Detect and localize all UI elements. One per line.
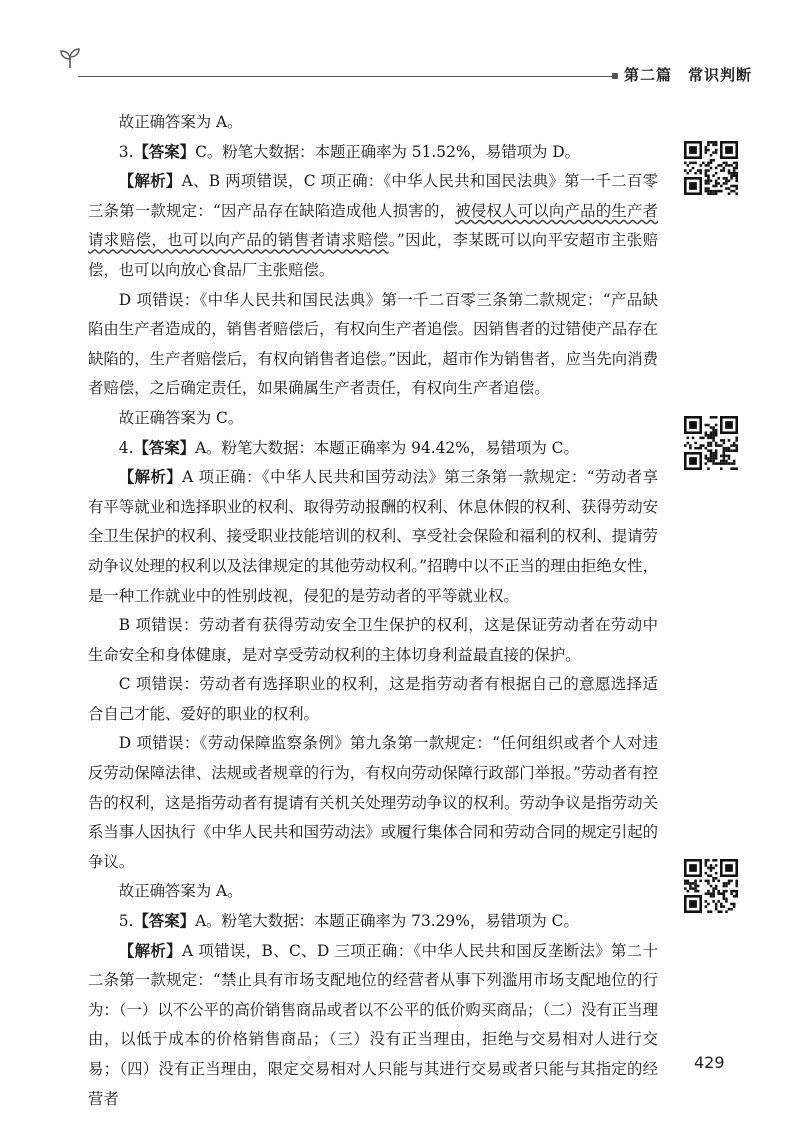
q3-option-d: D 项错误：《中华人民共和国民法典》第一千二百零三条第二款规定：“产品缺陷由生产者造成的，销售者赔偿后，有权向生产者追偿。因销售者的过错使产品存在缺陷的，生产者赔偿后，有权向销售者追偿。”因此，超市作为销售者，应当先向消费者赔偿，之后确定责任，如果确属生产者责任，有权向生产者追偿。 [88, 290, 658, 398]
q3-explanation [88, 167, 658, 285]
q5-explanation-text: A 项错误，B、C、D 三项正确：《中华人民共和国反垄断法》第二十二条第一款规定：“禁止具有市场支配地位的经营者从事下列滥用市场支配地位的行为：（一）以不公平的高价销售商品或者以不公平的低价购买商品；（二）没有正当理由，以低于成本的价格销售商品；（三）没有正当理由，拒绝与交易相对人进行交易；（四）没有正当理由，限定交易相对人只能与其进行交易或者只能与其指定的经营者 [88, 941, 658, 1108]
q5-number: 5. [118, 912, 134, 931]
q4-answer [88, 434, 658, 464]
q4-answer-tag: 【答案】 [133, 438, 196, 457]
q2-answer-line: 故正确答案为 A。 [118, 113, 243, 131]
q3-answer-text: C。粉笔大数据：本题正确率为 51.52%，易错项为 D。 [195, 142, 581, 161]
q3-wavy-underline-text: 被侵权人可以向产品的生产者请求赔偿，也可以向产品的销售者请求赔偿 [88, 201, 658, 250]
page-number: 429 [694, 1053, 725, 1072]
q4-option-d: D 项错误：《劳动保障监察条例》第九条第一款规定：“任何组织或者个人对违反劳动保障法律、法规或者规章的行为，有权向劳动保障行政部门举报。”劳动者有控告的权利，这是指劳动者有提请有关机关处理劳动争议的权利。劳动争议是指劳动关系当事人因执行《中华人民共和国劳动法》或履行集体合同和劳动合同的规定引起的争议。 [88, 734, 658, 871]
q3-answer-line: 故正确答案为 C。 [118, 408, 244, 427]
q5-explanation-tag: 【解析】 [118, 941, 182, 960]
q3-qr-code[interactable] [684, 141, 738, 195]
q5-answer [88, 907, 658, 937]
q3-explanation-text-b: 。”因此，李某既可以向平安超市主张赔偿，也可以向放心食品厂主张赔偿。 [88, 231, 658, 279]
q4-explanation-tag: 【解析】 [118, 468, 183, 487]
q5-explanation [88, 937, 658, 1115]
q4-explanation-text: A 项正确：《中华人民共和国劳动法》第三条第一款规定：“劳动者享有平等就业和选择职业的权利、取得劳动报酬的权利、休息休假的权利、获得劳动安全卫生保护的权利、接受职业技能培训的权利、享受社会保险和福利的权利、提请劳动争议处理的权利以及法律规定的其他劳动权利。”招聘中以不正当的理由拒绝女性，是一种工作就业中的性别歧视，侵犯的是劳动者的平等就业权。 [88, 468, 658, 605]
q4-option-c: C 项错误：劳动者有选择职业的权利，这是指劳动者有根据自己的意愿选择适合自己才能、爱好的职业的权利。 [88, 675, 658, 723]
q5-qr-code[interactable] [684, 859, 738, 913]
q5-answer-text: A。粉笔大数据：本题正确率为 73.29%，易错项为 C。 [195, 912, 579, 931]
q4-option-b: B 项错误：劳动者有获得劳动安全卫生保护的权利，这是保证劳动者在劳动中生命安全和身体健康，是对享受劳动权利的主体切身利益最直接的保护。 [88, 616, 658, 664]
q3-explanation-text-a: A、B 两项错误，C 项正确：《中华人民共和国民法典》第一千二百零三条第一款规定：“因产品存在缺陷造成他人损害的， [88, 172, 658, 220]
header-rule [78, 76, 614, 77]
q4-answer-text: A。粉笔大数据：本题正确率为 94.42%，易错项为 C。 [195, 438, 579, 457]
q5-answer-tag: 【答案】 [133, 912, 196, 931]
sprout-icon [58, 46, 82, 70]
q3-explanation-tag: 【解析】 [118, 172, 182, 191]
section-title: 第二篇 常识判断 [624, 66, 753, 84]
q3-answer [88, 138, 658, 168]
q3-number: 3. [118, 142, 134, 161]
q4-number: 4. [118, 438, 134, 457]
q4-explanation [88, 463, 658, 611]
q4-answer-line: 故正确答案为 A。 [118, 882, 243, 901]
answer-explanations [88, 108, 658, 1114]
q4-qr-code[interactable] [684, 416, 738, 470]
q3-answer-tag: 【答案】 [133, 142, 196, 161]
header-rule-cap [612, 73, 618, 79]
